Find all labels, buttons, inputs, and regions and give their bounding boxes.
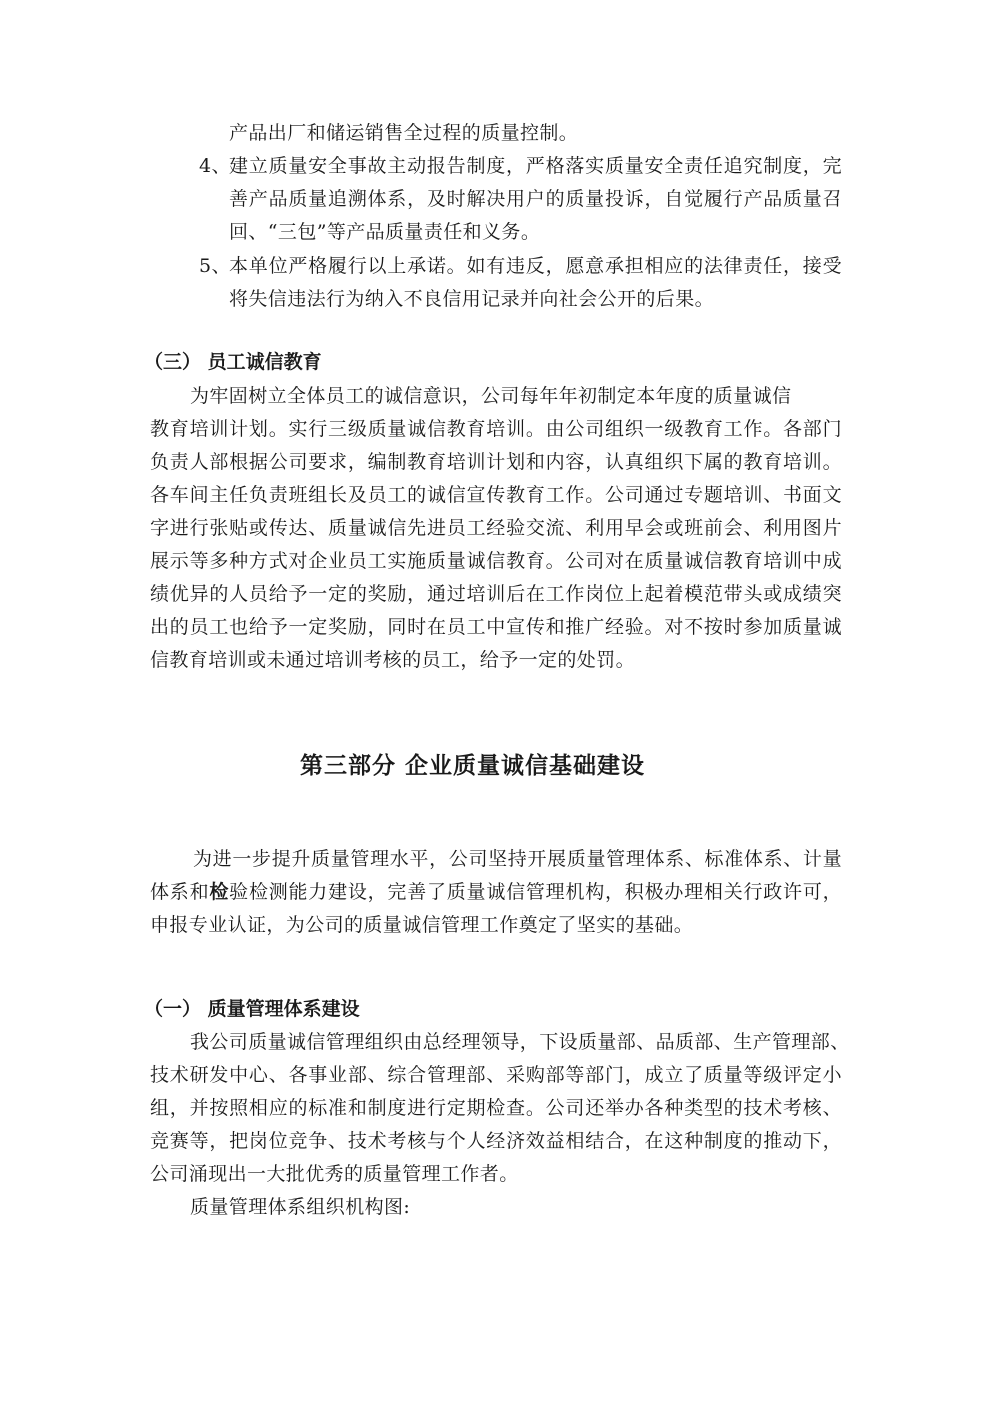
paragraph-line: 展示等多种方式对企业员工实施质量诚信教育。公司对在质量诚信教育培训中成 bbox=[150, 550, 842, 572]
list-item-5-line-2: 将失信违法行为纳入不良信用记录并向社会公开的后果。 bbox=[229, 288, 715, 310]
intro-line-2-post: 验检测能力建设，完善了质量诚信管理机构，积极办理相关行政许可， bbox=[229, 881, 843, 903]
paragraph-line: 竞赛等，把岗位竞争、技术考核与个人经济效益相结合，在这种制度的推动下， bbox=[150, 1130, 842, 1152]
list-item-3-tail: 产品出厂和储运销售全过程的质量控制。 bbox=[229, 122, 579, 144]
part-title: 第三部分 企业质量诚信基础建设 bbox=[300, 753, 646, 779]
intro-line-2-pre: 体系和 bbox=[150, 881, 210, 903]
paragraph-line: 绩优异的人员给予一定的奖励，通过培训后在工作岗位上起着模范带头或成绩突 bbox=[150, 583, 842, 605]
intro-line-3: 申报专业认证，为公司的质量诚信管理工作奠定了坚实的基础。 bbox=[150, 914, 694, 936]
paragraph-line: 技术研发中心、各事业部、综合管理部、采购部等部门，成立了质量等级评定小 bbox=[150, 1064, 842, 1086]
list-item-5-line-1: 本单位严格履行以上承诺。如有违反，愿意承担相应的法律责任，接受 bbox=[229, 255, 842, 277]
paragraph-line: 出的员工也给予一定奖励，同时在员工中宣传和推广经验。对不按时参加质量诚 bbox=[150, 616, 842, 638]
paragraph-line: 组，并按照相应的标准和制度进行定期检查。公司还举办各种类型的技术考核、 bbox=[150, 1097, 842, 1119]
paragraph-line: 负责人部根据公司要求，编制教育培训计划和内容，认真组织下属的教育培训。 bbox=[150, 451, 842, 473]
paragraph-line: 教育培训计划。实行三级质量诚信教育培训。由公司组织一级教育工作。各部门 bbox=[150, 418, 842, 440]
intro-bold-char: 检 bbox=[209, 881, 230, 903]
paragraph-line: 公司涌现出一大批优秀的质量管理工作者。 bbox=[150, 1163, 519, 1185]
list-item-4-number: 4、 bbox=[199, 155, 231, 177]
paragraph-line: 各车间主任负责班组长及员工的诚信宣传教育工作。公司通过专题培训、书面文 bbox=[150, 484, 842, 506]
paragraph-line: 我公司质量诚信管理组织由总经理领导，下设质量部、品质部、生产管理部、 bbox=[190, 1031, 850, 1053]
list-item-4-line-1: 建立质量安全事故主动报告制度，严格落实质量安全责任追究制度，完 bbox=[229, 155, 842, 177]
paragraph-line: 字进行张贴或传达、质量诚信先进员工经验交流、利用早会或班前会、利用图片 bbox=[150, 517, 842, 539]
list-item-5-number: 5、 bbox=[199, 255, 231, 277]
paragraph-line: 为牢固树立全体员工的诚信意识，公司每年年初制定本年度的质量诚信 bbox=[190, 385, 792, 407]
intro-line-2 bbox=[150, 880, 842, 904]
list-item-4-line-2: 善产品质量追溯体系，及时解决用户的质量投诉，自觉履行产品质量召 bbox=[229, 188, 842, 210]
section-heading-staff-integrity-education: （三） 员工诚信教育 bbox=[144, 351, 322, 373]
paragraph-line: 信教育培训或未通过培训考核的员工，给予一定的处罚。 bbox=[150, 649, 636, 671]
section-heading-quality-system: （一） 质量管理体系建设 bbox=[144, 998, 360, 1020]
list-item-4-line-3: 回、“三包”等产品质量责任和义务。 bbox=[229, 221, 541, 243]
chart-caption: 质量管理体系组织机构图: bbox=[190, 1196, 411, 1218]
intro-line-1: 为进一步提升质量管理水平，公司坚持开展质量管理体系、标准体系、计量 bbox=[193, 848, 842, 870]
